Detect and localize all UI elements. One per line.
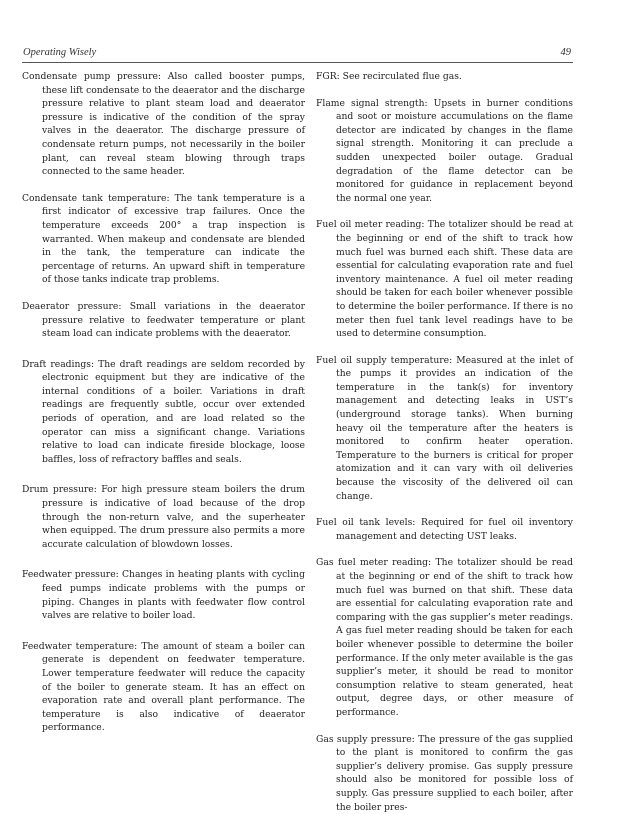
entry-feedwater-temperature: Feedwater temperature: The amount of steam a boiler can generate is dependent on feedwater temperature. Lower temperature feedwater will reduce the capacity of the boiler to generate steam. It has an effect on evaporation rate and overall plant performance. The temperature is also indicative of deaerator performance. — [22, 640, 305, 734]
right-column — [316, 70, 573, 814]
page-number: 49 — [560, 47, 571, 58]
entry-condensate-pump-pressure: Condensate pump pressure: Also called booster pumps, these lift condensate to the deaerator and the discharge pressure relative to plant steam load and deaerator pressure is indicative of the condition of the spray valves in the deaerator. The discharge pressure of condensate return pumps, not necessarily in the boiler plant, can reveal steam blowing through traps connected to the same header. — [22, 71, 305, 178]
entry-gas-supply-pressure: Gas supply pressure: The pressure of the gas supplied to the plant is monitored to confirm the gas supplier’s delivery promise. Gas supply pressure should also be monitored for possible loss of supply. Gas pressure supplied to each boiler, after the boiler pres- — [316, 733, 573, 813]
entry-fuel-oil-meter-reading: Fuel oil meter reading: The totalizer should be read at the beginning or end of the shift to track how much fuel was burned each shift. These data are essential for calculating evaporation rate and fuel inventory maintenance. A fuel oil meter reading should be taken for each boiler whenever possible to determine the boiler performance. If there is no meter then fuel tank level readings have to be used to determine consumption. — [316, 219, 573, 340]
entry-drum-pressure: Drum pressure: For high pressure steam boilers the drum pressure is indicative of load because of the drop through the non-return valve, and the superheater when equipped. The drum pressure also permits a more accurate calculation of blowdown losses. — [22, 484, 305, 550]
header-rule — [22, 62, 573, 63]
left-column — [22, 70, 305, 735]
entry-gas-fuel-meter-reading: Gas fuel meter reading: The totalizer should be read at the beginning or end of the shift to track how much fuel was burned on that shift. These data are essential for calculating evaporation rate and comparing with the gas supplier’s meter readings. A gas fuel meter reading should be taken for each boiler whenever possible to determine the boiler performance. If the only meter available is the gas supplier’s meter, it should be read to monitor consumption relative to steam generated, heat output, degree days, or other measure of performance. — [316, 557, 573, 718]
entry-deaerator-pressure: Deaerator pressure: Small variations in the deaerator pressure relative to feedwater temperature or plant steam load can indicate problems with the deaerator. — [22, 300, 305, 340]
entry-fgr: FGR: See recirculated flue gas. — [316, 71, 462, 82]
entry-feedwater-pressure: Feedwater pressure: Changes in heating plants with cycling feed pumps indicate problems with the pumps or piping. Changes in plants with feedwater flow control valves are relative to boiler load. — [22, 569, 305, 622]
entry-fuel-oil-supply-temperature: Fuel oil supply temperature: Measured at the inlet of the pumps it provides an indication of the temperature in the tank(s) for inventory management and detecting leaks in UST’s (underground storage tanks). When burning heavy oil the temperature after the heaters is monitored to confirm heater operation. Temperature to the burners is critical for proper atomization and it can vary with oil deliveries because the viscosity of the delivered oil can change. — [316, 354, 573, 502]
entry-condensate-tank-temperature: Condensate tank temperature: The tank temperature is a first indicator of excessive trap failures. Once the temperature exceeds 200° a trap inspection is warranted. When makeup and condensate are blended in the tank, the temperature can indicate the percentage of returns. An upward shift in temperature of those tanks indicate trap problems. — [22, 192, 305, 286]
entry-fuel-oil-tank-levels: Fuel oil tank levels: Required for fuel oil inventory management and detecting UST leaks. — [316, 517, 573, 542]
entry-flame-signal-strength: Flame signal strength: Upsets in burner conditions and soot or moisture accumulations on the flame detector are indicated by changes in the flame signal strength. Monitoring it can preclude a sudden unexpected boiler outage. Gradual degradation of the flame detector can be monitored for guidance in replacement beyond the normal one year. — [316, 97, 573, 204]
entry-draft-readings: Draft readings: The draft readings are seldom recorded by electronic equipment but they are indicative of the internal conditions of a boiler. Variations in draft readings are frequently subtle, occur over extended periods of operation, and are load related so the operator can miss a significant change. Variations relative to load can indicate fireside blockage, loose baffles, loss of refractory baffles and seals. — [22, 358, 305, 465]
running-title: Operating Wisely — [23, 47, 97, 58]
